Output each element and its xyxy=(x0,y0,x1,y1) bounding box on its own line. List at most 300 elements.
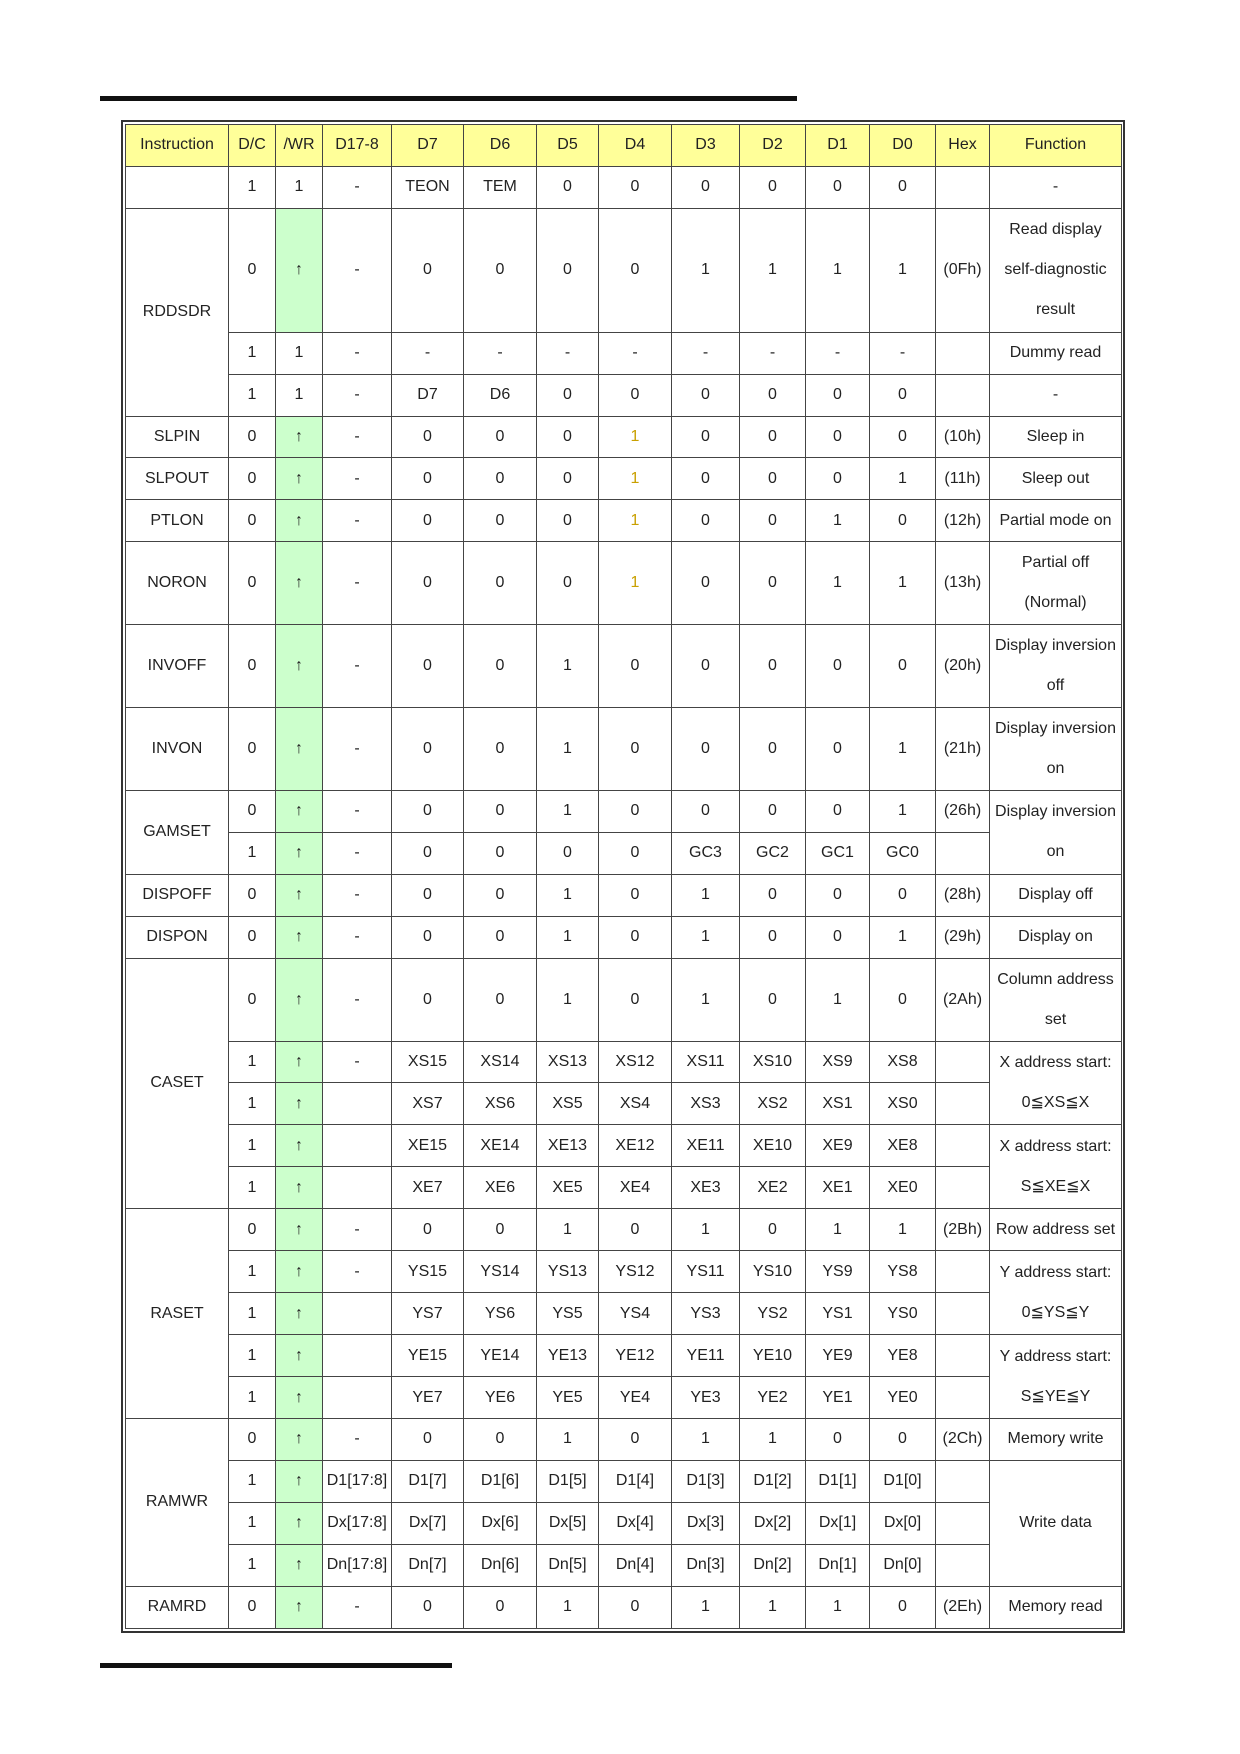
bit-cell: 0 xyxy=(229,1209,276,1251)
bit-cell: 0 xyxy=(740,874,806,916)
bit-cell: YS15 xyxy=(392,1251,464,1293)
function-line: X address start: xyxy=(999,1137,1112,1155)
bit-cell: XS3 xyxy=(672,1083,740,1125)
bit-cell: 1 xyxy=(229,1335,276,1377)
function-cell: Display on xyxy=(990,916,1122,958)
bit-cell: 0 xyxy=(599,208,672,332)
table-row xyxy=(126,625,1122,708)
bit-cell: 1 xyxy=(229,832,276,874)
bit-cell: XE15 xyxy=(392,1125,464,1167)
bit-cell xyxy=(323,1083,392,1125)
bit-cell: 0 xyxy=(806,790,870,832)
wr-cell: ↑ xyxy=(276,1251,323,1293)
bit-cell: XE1 xyxy=(806,1167,870,1209)
bit-cell: 0 xyxy=(392,916,464,958)
instruction-cell: RDDSDR xyxy=(126,208,229,416)
bit-cell: Dn[3] xyxy=(672,1544,740,1586)
bit-cell: 0 xyxy=(599,1586,672,1628)
bit-cell: D6 xyxy=(464,374,537,416)
function-line: Display inversion xyxy=(995,720,1116,737)
bit-cell: 1 xyxy=(870,458,936,500)
bit-cell: 0 xyxy=(870,374,936,416)
bit-cell: 0 xyxy=(229,542,276,625)
bit-cell: XS2 xyxy=(740,1083,806,1125)
function-line: Y address start: xyxy=(999,1347,1112,1365)
instruction-cell: PTLON xyxy=(126,500,229,542)
bit-cell: 1 xyxy=(537,958,599,1041)
function-cell xyxy=(990,958,1122,1041)
hex-cell: (29h) xyxy=(936,916,990,958)
table-row xyxy=(126,500,1122,542)
hex-cell xyxy=(936,1335,990,1377)
bit-cell: 1 xyxy=(229,166,276,208)
bit-cell: 0 xyxy=(870,416,936,458)
bit-cell: 0 xyxy=(392,874,464,916)
header-cell: D3 xyxy=(672,125,740,167)
bit-cell: - xyxy=(599,332,672,374)
hex-cell: (21h) xyxy=(936,708,990,791)
bit-cell: 0 xyxy=(672,790,740,832)
bit-cell: D1[7] xyxy=(392,1460,464,1502)
bit-cell: YS2 xyxy=(740,1293,806,1335)
bit-cell: YE12 xyxy=(599,1335,672,1377)
hex-cell: (26h) xyxy=(936,790,990,832)
bit-cell: XS1 xyxy=(806,1083,870,1125)
table-row xyxy=(126,1586,1122,1628)
bit-cell: Dn[6] xyxy=(464,1544,537,1586)
bit-cell: 0 xyxy=(392,542,464,625)
bit-cell: YS1 xyxy=(806,1293,870,1335)
table-row xyxy=(126,1418,1122,1460)
hex-cell: (2Bh) xyxy=(936,1209,990,1251)
bit-cell: 1 xyxy=(229,1041,276,1083)
bit-cell: 1 xyxy=(870,708,936,791)
table-row xyxy=(126,166,1122,208)
wr-cell: ↑ xyxy=(276,542,323,625)
bit-cell: XS7 xyxy=(392,1083,464,1125)
instruction-cell: RAMRD xyxy=(126,1586,229,1628)
bit-cell: 1 xyxy=(537,790,599,832)
bottom-rule xyxy=(100,1663,452,1668)
wr-cell: ↑ xyxy=(276,1083,323,1125)
table-row xyxy=(126,1544,1122,1586)
instruction-cell: CASET xyxy=(126,958,229,1209)
bit-cell: 1 xyxy=(806,1209,870,1251)
bit-cell: - xyxy=(392,332,464,374)
bit-cell: YS14 xyxy=(464,1251,537,1293)
hex-cell: (11h) xyxy=(936,458,990,500)
hex-cell: (10h) xyxy=(936,416,990,458)
bit-cell: 0 xyxy=(229,208,276,332)
function-cell: Write data xyxy=(990,1460,1122,1586)
bit-cell: YE14 xyxy=(464,1335,537,1377)
bit-cell: 0 xyxy=(392,790,464,832)
function-cell: Sleep in xyxy=(990,416,1122,458)
bit-cell: XE14 xyxy=(464,1125,537,1167)
function-cell: Sleep out xyxy=(990,458,1122,500)
bit-cell: 0 xyxy=(740,416,806,458)
bit-cell: 0 xyxy=(229,416,276,458)
bit-cell: YE4 xyxy=(599,1377,672,1419)
function-line: S≦XE≦X xyxy=(1020,1177,1091,1195)
table-row xyxy=(126,1167,1122,1209)
bit-cell: 0 xyxy=(740,458,806,500)
function-cell xyxy=(990,1251,1122,1335)
hex-cell: (20h) xyxy=(936,625,990,708)
bit-cell: 0 xyxy=(599,1418,672,1460)
wr-cell: 1 xyxy=(276,166,323,208)
bit-cell: YS4 xyxy=(599,1293,672,1335)
hex-cell: (12h) xyxy=(936,500,990,542)
table-row xyxy=(126,542,1122,625)
function-cell xyxy=(990,1041,1122,1125)
bit-cell: 0 xyxy=(229,874,276,916)
bit-cell: 0 xyxy=(672,416,740,458)
bit-cell: YE5 xyxy=(537,1377,599,1419)
bit-cell: YE3 xyxy=(672,1377,740,1419)
bit-cell: 1 xyxy=(806,208,870,332)
hex-cell xyxy=(936,1167,990,1209)
bit-cell: D1[17:8] xyxy=(323,1460,392,1502)
bit-cell: D1[0] xyxy=(870,1460,936,1502)
bit-cell: - xyxy=(323,958,392,1041)
bit-cell: 0 xyxy=(806,708,870,791)
bit-cell: 0 xyxy=(464,708,537,791)
wr-cell: ↑ xyxy=(276,1335,323,1377)
header-cell: D2 xyxy=(740,125,806,167)
table-row xyxy=(126,832,1122,874)
bit-cell: 0 xyxy=(537,458,599,500)
bit-cell: 1 xyxy=(806,542,870,625)
bit-cell: Dx[0] xyxy=(870,1502,936,1544)
table-row xyxy=(126,1125,1122,1167)
bit-cell: 0 xyxy=(229,1586,276,1628)
table-row xyxy=(126,458,1122,500)
bit-cell: Dx[5] xyxy=(537,1502,599,1544)
hex-cell xyxy=(936,332,990,374)
bit-cell: 0 xyxy=(740,790,806,832)
bit-cell: 1 xyxy=(537,1418,599,1460)
wr-cell: ↑ xyxy=(276,500,323,542)
function-line: self-diagnostic xyxy=(1004,261,1107,279)
function-cell: Partial mode on xyxy=(990,500,1122,542)
bit-cell: 0 xyxy=(464,542,537,625)
bit-cell: 1 xyxy=(537,1209,599,1251)
bit-cell: 0 xyxy=(870,1418,936,1460)
bit-cell: 0 xyxy=(806,416,870,458)
table-row xyxy=(126,708,1122,791)
function-line: on xyxy=(1046,760,1065,777)
bit-cell: XS13 xyxy=(537,1041,599,1083)
bit-cell: 0 xyxy=(806,166,870,208)
bit-cell: 0 xyxy=(464,874,537,916)
command-table xyxy=(125,124,1122,1629)
function-line: on xyxy=(1046,843,1065,861)
wr-cell: ↑ xyxy=(276,458,323,500)
bit-cell xyxy=(323,1293,392,1335)
bit-cell: Dn[2] xyxy=(740,1544,806,1586)
bit-cell: - xyxy=(740,332,806,374)
bit-cell: Dn[5] xyxy=(537,1544,599,1586)
bit-cell: 1 xyxy=(229,1125,276,1167)
bit-cell: 0 xyxy=(672,500,740,542)
bit-cell: 1 xyxy=(599,542,672,625)
bit-cell: YE2 xyxy=(740,1377,806,1419)
bit-cell: 0 xyxy=(537,500,599,542)
bit-cell: - xyxy=(537,332,599,374)
header-cell: D6 xyxy=(464,125,537,167)
bit-cell xyxy=(323,1335,392,1377)
bit-cell: 0 xyxy=(464,1209,537,1251)
bit-cell: XS6 xyxy=(464,1083,537,1125)
bit-cell: 0 xyxy=(464,416,537,458)
table-row xyxy=(126,374,1122,416)
function-cell xyxy=(990,790,1122,874)
bit-cell: YE7 xyxy=(392,1377,464,1419)
bit-cell: 0 xyxy=(806,625,870,708)
instruction-cell xyxy=(126,166,229,208)
bit-cell: 0 xyxy=(229,1418,276,1460)
table-row xyxy=(126,1335,1122,1377)
top-rule xyxy=(100,96,797,101)
bit-cell: Dx[17:8] xyxy=(323,1502,392,1544)
bit-cell: 0 xyxy=(672,458,740,500)
table-row xyxy=(126,1041,1122,1083)
bit-cell: 0 xyxy=(870,874,936,916)
header-cell: D7 xyxy=(392,125,464,167)
function-line: 0≦XS≦X xyxy=(1021,1093,1090,1111)
bit-cell: YS8 xyxy=(870,1251,936,1293)
bit-cell: 1 xyxy=(870,1209,936,1251)
bit-cell: 1 xyxy=(870,542,936,625)
hex-cell xyxy=(936,832,990,874)
bit-cell: 0 xyxy=(392,832,464,874)
bit-cell: 0 xyxy=(537,166,599,208)
bit-cell: YE8 xyxy=(870,1335,936,1377)
table-row xyxy=(126,332,1122,374)
function-cell xyxy=(990,208,1122,332)
bit-cell: 1 xyxy=(672,916,740,958)
bit-cell: XE2 xyxy=(740,1167,806,1209)
wr-cell: ↑ xyxy=(276,1502,323,1544)
function-line: Y address start: xyxy=(999,1263,1112,1281)
bit-cell: XS11 xyxy=(672,1041,740,1083)
bit-cell: 1 xyxy=(229,1083,276,1125)
function-line: X address start: xyxy=(999,1053,1112,1071)
bit-cell: 1 xyxy=(870,916,936,958)
bit-cell xyxy=(323,1377,392,1419)
bit-cell: YE6 xyxy=(464,1377,537,1419)
bit-cell: 1 xyxy=(229,374,276,416)
bit-cell: 0 xyxy=(806,916,870,958)
bit-cell: XE7 xyxy=(392,1167,464,1209)
bit-cell: 0 xyxy=(672,625,740,708)
bit-cell: XE13 xyxy=(537,1125,599,1167)
table-row xyxy=(126,790,1122,832)
table-row xyxy=(126,1293,1122,1335)
bit-cell: 0 xyxy=(740,1209,806,1251)
bit-cell: 0 xyxy=(464,916,537,958)
bit-cell: 0 xyxy=(392,500,464,542)
function-cell xyxy=(990,1125,1122,1209)
bit-cell: 0 xyxy=(740,166,806,208)
hex-cell: (13h) xyxy=(936,542,990,625)
bit-cell: 0 xyxy=(537,416,599,458)
table-row xyxy=(126,416,1122,458)
table-row xyxy=(126,1502,1122,1544)
function-line: off xyxy=(1046,677,1065,695)
bit-cell: 1 xyxy=(672,208,740,332)
table-header-row xyxy=(126,125,1122,167)
bit-cell: - xyxy=(672,332,740,374)
bit-cell: 0 xyxy=(537,832,599,874)
bit-cell: 0 xyxy=(740,374,806,416)
table-body xyxy=(126,166,1122,1628)
header-cell: D1 xyxy=(806,125,870,167)
hex-cell xyxy=(936,1502,990,1544)
function-line: Display inversion xyxy=(995,637,1116,655)
bit-cell: 0 xyxy=(392,458,464,500)
bit-cell: Dx[1] xyxy=(806,1502,870,1544)
bit-cell: 0 xyxy=(870,500,936,542)
function-cell: - xyxy=(990,166,1122,208)
header-cell: /WR xyxy=(276,125,323,167)
hex-cell xyxy=(936,1460,990,1502)
bit-cell: YS0 xyxy=(870,1293,936,1335)
function-cell: Display off xyxy=(990,874,1122,916)
table-row xyxy=(126,874,1122,916)
bit-cell: 0 xyxy=(870,1586,936,1628)
wr-cell: ↑ xyxy=(276,1125,323,1167)
bit-cell: 0 xyxy=(464,500,537,542)
bit-cell: YE11 xyxy=(672,1335,740,1377)
bit-cell: GC3 xyxy=(672,832,740,874)
bit-cell: XE8 xyxy=(870,1125,936,1167)
bit-cell: XE10 xyxy=(740,1125,806,1167)
bit-cell: XS4 xyxy=(599,1083,672,1125)
bit-cell: - xyxy=(323,500,392,542)
bit-cell: 0 xyxy=(464,790,537,832)
bit-cell: 0 xyxy=(599,374,672,416)
bit-cell: XE11 xyxy=(672,1125,740,1167)
bit-cell: 0 xyxy=(672,542,740,625)
bit-cell: Dn[4] xyxy=(599,1544,672,1586)
bit-cell: 1 xyxy=(229,1167,276,1209)
bit-cell: XS12 xyxy=(599,1041,672,1083)
function-line: Read display xyxy=(1009,221,1102,239)
bit-cell: - xyxy=(323,458,392,500)
bit-cell: YS3 xyxy=(672,1293,740,1335)
table-row xyxy=(126,958,1122,1041)
bit-cell: 1 xyxy=(672,958,740,1041)
function-cell: Memory read xyxy=(990,1586,1122,1628)
function-line: Display inversion xyxy=(995,803,1116,821)
bit-cell: 1 xyxy=(537,708,599,791)
bit-cell: 0 xyxy=(229,625,276,708)
instruction-cell: INVON xyxy=(126,708,229,791)
bit-cell: 1 xyxy=(870,790,936,832)
hex-cell xyxy=(936,1041,990,1083)
header-cell: Instruction xyxy=(126,125,229,167)
bit-cell: 1 xyxy=(229,1377,276,1419)
bit-cell: 1 xyxy=(806,1586,870,1628)
bit-cell: 0 xyxy=(599,790,672,832)
bit-cell: Dn[7] xyxy=(392,1544,464,1586)
bit-cell: - xyxy=(323,416,392,458)
bit-cell: 1 xyxy=(806,958,870,1041)
function-cell xyxy=(990,625,1122,708)
table-row xyxy=(126,916,1122,958)
function-line: (Normal) xyxy=(1024,594,1087,612)
bit-cell: 1 xyxy=(537,1586,599,1628)
bit-cell: 0 xyxy=(599,916,672,958)
bit-cell: 0 xyxy=(740,500,806,542)
bit-cell: - xyxy=(323,542,392,625)
bit-cell: - xyxy=(323,1418,392,1460)
bit-cell: 0 xyxy=(229,958,276,1041)
bit-cell: 1 xyxy=(229,1544,276,1586)
function-cell: - xyxy=(990,374,1122,416)
bit-cell: Dn[1] xyxy=(806,1544,870,1586)
bit-cell: YE1 xyxy=(806,1377,870,1419)
bit-cell: 1 xyxy=(229,1460,276,1502)
instruction-cell: GAMSET xyxy=(126,790,229,874)
wr-cell: ↑ xyxy=(276,708,323,791)
bit-cell: D1[4] xyxy=(599,1460,672,1502)
bit-cell: 0 xyxy=(672,374,740,416)
wr-cell: ↑ xyxy=(276,1293,323,1335)
bit-cell: 0 xyxy=(740,542,806,625)
bit-cell: 0 xyxy=(229,708,276,791)
header-cell: D5 xyxy=(537,125,599,167)
bit-cell: YS9 xyxy=(806,1251,870,1293)
bit-cell: 1 xyxy=(229,1502,276,1544)
bit-cell: YS11 xyxy=(672,1251,740,1293)
wr-cell: 1 xyxy=(276,332,323,374)
table-row xyxy=(126,1083,1122,1125)
bit-cell: 1 xyxy=(229,1293,276,1335)
bit-cell: 0 xyxy=(392,1586,464,1628)
bit-cell: 0 xyxy=(537,208,599,332)
bit-cell: 1 xyxy=(740,1418,806,1460)
function-cell: Memory write xyxy=(990,1418,1122,1460)
table-row xyxy=(126,1209,1122,1251)
bit-cell: 0 xyxy=(392,1209,464,1251)
function-cell xyxy=(990,542,1122,625)
wr-cell: ↑ xyxy=(276,208,323,332)
hex-cell: (2Eh) xyxy=(936,1586,990,1628)
bit-cell: 0 xyxy=(392,208,464,332)
bit-cell: XS8 xyxy=(870,1041,936,1083)
bit-cell: Dn[0] xyxy=(870,1544,936,1586)
bit-cell: 0 xyxy=(229,916,276,958)
instruction-cell: RASET xyxy=(126,1209,229,1419)
hex-cell xyxy=(936,1251,990,1293)
instruction-cell: DISPON xyxy=(126,916,229,958)
function-line: result xyxy=(1035,301,1076,319)
bit-cell: - xyxy=(464,332,537,374)
bit-cell: 0 xyxy=(464,958,537,1041)
bit-cell: YS13 xyxy=(537,1251,599,1293)
bit-cell: 1 xyxy=(229,1251,276,1293)
bit-cell: 1 xyxy=(740,208,806,332)
bit-cell: GC2 xyxy=(740,832,806,874)
bit-cell: - xyxy=(870,332,936,374)
bit-cell: - xyxy=(323,916,392,958)
hex-cell: (28h) xyxy=(936,874,990,916)
wr-cell: ↑ xyxy=(276,416,323,458)
bit-cell: D7 xyxy=(392,374,464,416)
